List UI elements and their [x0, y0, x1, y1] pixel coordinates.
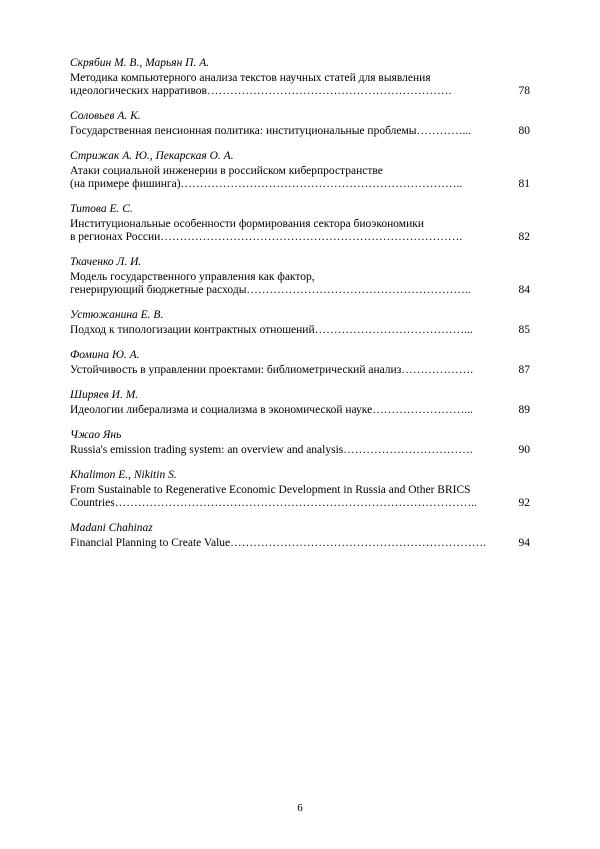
toc-entry-title-line: [70, 72, 530, 85]
toc-entry: [70, 109, 530, 138]
toc-entry-title-text: Russia's emission trading system: an overview and analysis…………………………….: [70, 444, 473, 456]
toc-entry-page-number: 78: [518, 85, 530, 97]
toc-entry-title-line: [70, 484, 530, 497]
toc-entry-title-line: [70, 178, 530, 191]
toc-entry-title-line: [70, 218, 530, 231]
toc-entry-authors: Соловьев А. К.: [70, 110, 141, 122]
toc-entry-title-text: Институциональные особенности формирования сектора биоэкономики: [70, 218, 424, 230]
toc-entry-authors: Ткаченко Л. И.: [70, 256, 142, 268]
toc-entry-title-line: [70, 231, 530, 244]
toc-entry-title-text: Подход к типологизации контрактных отношений…………………………………...: [70, 324, 473, 336]
toc-entry: [70, 308, 530, 337]
toc-entry-title-line: [70, 444, 530, 457]
toc-entry: [70, 468, 530, 510]
toc-entry-title-line: [70, 85, 530, 98]
toc-entry-authors: Устюжанина Е. В.: [70, 309, 164, 321]
toc-entry: [70, 428, 530, 457]
toc-entry: [70, 348, 530, 377]
toc-entry-title-line: [70, 364, 530, 377]
toc-entry-page-number: 89: [518, 404, 530, 416]
toc-entry: [70, 388, 530, 417]
toc-entry-title-text: Идеологии либерализма и социализма в экономической науке……………………...: [70, 404, 473, 416]
toc-entry-authors: Чжао Янь: [70, 429, 122, 441]
toc-entry-authors: Khalimon E., Nikitin S.: [70, 469, 177, 481]
toc-entry-title-text: в регионах России…………………………………………………………………….: [70, 231, 463, 243]
toc-entry-title-line: [70, 271, 530, 284]
table-of-contents: [70, 56, 530, 561]
toc-entry-title-text: Financial Planning to Create Value………………………………………………………….: [70, 537, 486, 549]
toc-entry-title-text: Государственная пенсионная политика: институциональные проблемы…………...: [70, 125, 472, 137]
toc-entry-page-number: 81: [518, 178, 530, 190]
toc-entry: [70, 255, 530, 297]
toc-entry-authors: Madani Chahinaz: [70, 522, 153, 534]
toc-entry-title-line: [70, 165, 530, 178]
toc-entry-title-text: генерирующий бюджетные расходы…………………………………………………..: [70, 284, 471, 296]
toc-entry-title-text: Countries…………………………………………………………………………………..: [70, 497, 477, 509]
toc-entry-page-number: 92: [518, 497, 530, 509]
page-number: 6: [297, 802, 303, 814]
toc-entry-page-number: 85: [518, 324, 530, 336]
toc-entry-page-number: 84: [518, 284, 530, 296]
toc-entry-title-text: идеологических нарративов……………………………………………………….: [70, 85, 452, 97]
toc-entry-title-line: [70, 125, 530, 138]
toc-entry-authors: Стрижак А. Ю., Пекарская О. А.: [70, 150, 234, 162]
toc-entry: [70, 202, 530, 244]
toc-entry-authors: Ширяев И. М.: [70, 389, 139, 401]
toc-entry-title-text: Методика компьютерного анализа текстов научных статей для выявления: [70, 72, 431, 84]
toc-entry-title-text: (на примере фишинга)………………………………………………………………..: [70, 178, 463, 190]
toc-entry-title-text: Устойчивость в управлении проектами: библиометрический анализ……………….: [70, 364, 474, 376]
toc-entry-title-text: From Sustainable to Regenerative Economic Development in Russia and Other BRICS: [70, 484, 471, 496]
toc-entry-title-line: [70, 324, 530, 337]
toc-entry: [70, 56, 530, 98]
toc-entry: [70, 521, 530, 550]
toc-entry-page-number: 80: [518, 125, 530, 137]
toc-entry-authors: Фомина Ю. А.: [70, 349, 140, 361]
toc-entry-authors: Титова Е. С.: [70, 203, 133, 215]
toc-entry-page-number: 94: [518, 537, 530, 549]
toc-entry-title-line: [70, 284, 530, 297]
toc-entry-title-line: [70, 537, 530, 550]
toc-entry-page-number: 82: [518, 231, 530, 243]
toc-entry-page-number: 87: [518, 364, 530, 376]
toc-entry-authors: Скрябин М. В., Марьян П. А.: [70, 57, 210, 69]
toc-entry-title-text: Атаки социальной инженерии в российском киберпространстве: [70, 165, 383, 177]
toc-entry-title-line: [70, 404, 530, 417]
toc-entry-page-number: 90: [518, 444, 530, 456]
toc-entry-title-text: Модель государственного управления как фактор,: [70, 271, 315, 283]
toc-entry-title-line: [70, 497, 530, 510]
toc-entry: [70, 149, 530, 191]
